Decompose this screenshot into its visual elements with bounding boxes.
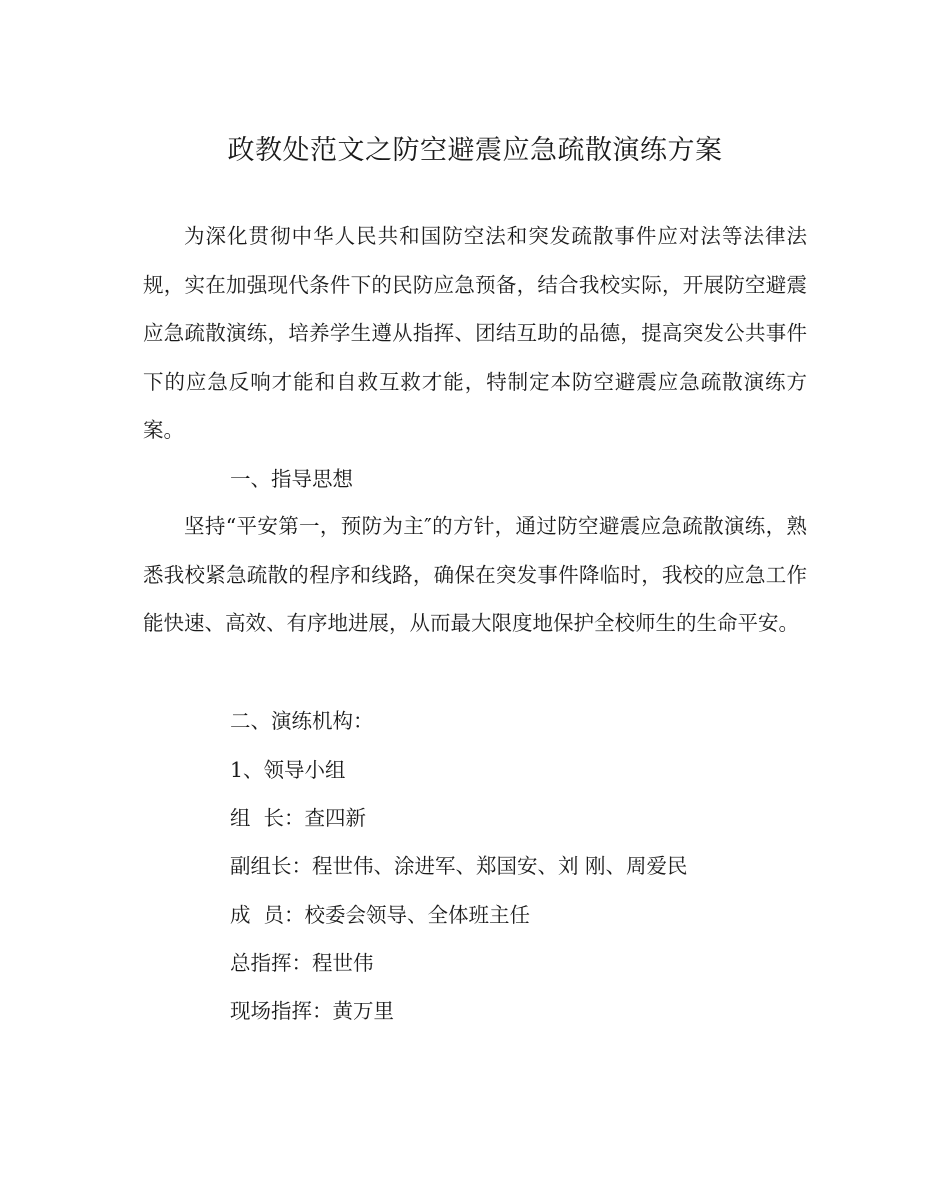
member-role: 总指挥：	[230, 951, 312, 975]
subsection-heading-leadership-group: 1、领导小组	[230, 758, 346, 782]
member-line-chief-commander	[230, 948, 374, 978]
member-names: 查四新	[304, 806, 367, 830]
member-role: 副组长：	[230, 854, 312, 878]
member-role: 组 长：	[230, 806, 305, 830]
member-line-deputy-leader	[230, 851, 688, 881]
member-line-members	[230, 900, 530, 930]
member-role: 成 员：	[230, 903, 305, 927]
member-role: 现场指挥：	[230, 999, 333, 1023]
intro-paragraph: 为深化贯彻中华人民共和国防空法和突发疏散事件应对法等法律法规，实在加强现代条件下的民防应急预备，结合我校实际，开展防空避震应急疏散演练，培养学生遵从指挥、团结互助的品德，提高突发公共事件下的应急反响才能和自救互救才能，特制定本防空避震应急疏散演练方案。	[143, 224, 807, 443]
member-line-group-leader	[230, 803, 366, 833]
member-names: 黄万里	[332, 999, 394, 1023]
member-names: 程世伟	[312, 951, 374, 975]
member-names: 校委会领导、全体班主任	[304, 903, 531, 927]
guiding-ideology-paragraph: 坚持“平安第一，预防为主″的方针，通过防空避震应急疏散演练，熟悉我校紧急疏散的程序和线路，确保在突发事件降临时，我校的应急工作能快速、高效、有序地进展，从而最大限度地保护全校师生的生命平安。	[143, 514, 807, 636]
section-heading-guiding-ideology: 一、指导思想	[230, 467, 353, 491]
member-names: 程世伟、涂进军、郑国安、刘 刚、周爱民	[312, 854, 688, 878]
section-heading-drill-organization: 二、演练机构：	[230, 709, 374, 733]
document-title: 政教处范文之防空避震应急疏散演练方案	[227, 135, 723, 166]
member-line-site-commander	[230, 996, 394, 1026]
